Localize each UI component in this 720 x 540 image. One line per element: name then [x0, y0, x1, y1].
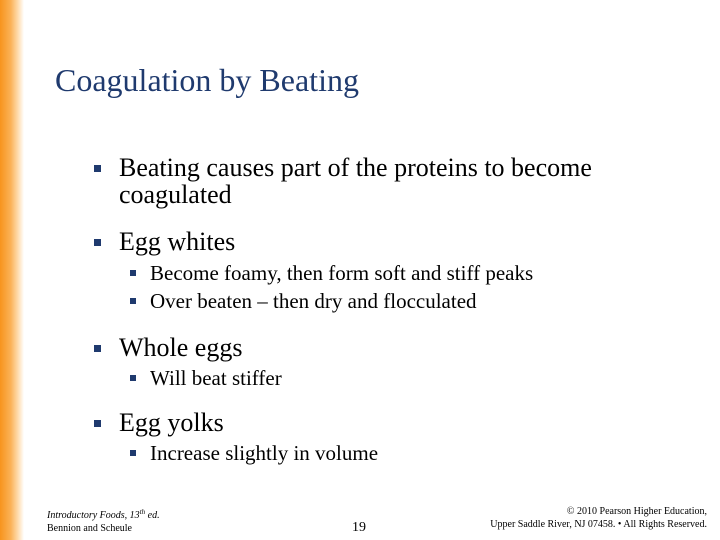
bullet-marker: [94, 239, 101, 246]
sub-bullet-marker: [130, 298, 136, 304]
page-number: 19: [352, 520, 366, 535]
bullet-text: Egg whites: [119, 227, 236, 256]
bullet-text-continuation: coagulated: [119, 180, 232, 209]
decorative-side-bar: [0, 0, 24, 540]
bullet-text: Whole eggs: [119, 333, 243, 362]
copyright-line-1: © 2010 Pearson Higher Education,: [566, 506, 707, 517]
book-edition-tail: ed.: [145, 510, 160, 521]
footer-copyright: [490, 505, 707, 531]
book-edition-sup: th: [139, 508, 146, 516]
sub-bullet-marker: [130, 270, 136, 276]
book-authors: Bennion and Scheule: [47, 523, 132, 534]
sub-bullet-text: Over beaten – then dry and flocculated: [150, 289, 477, 313]
bullet-text: Beating causes part of the proteins to become: [119, 153, 592, 182]
bullet-text: Egg yolks: [119, 408, 224, 437]
bullet-marker: [94, 420, 101, 427]
book-title: Introductory Foods, 13: [47, 510, 140, 521]
footer-book-info: [47, 506, 160, 535]
sub-bullet-text: Increase slightly in volume: [150, 441, 379, 465]
slide-title: Coagulation by Beating: [55, 62, 359, 98]
sub-bullet-text: Will beat stiffer: [150, 366, 282, 390]
bullet-marker: [94, 345, 101, 352]
copyright-line-2: Upper Saddle River, NJ 07458. • All Rights Reserved.: [490, 519, 707, 530]
sub-bullet-marker: [130, 450, 136, 456]
sub-bullet-marker: [130, 375, 136, 381]
sub-bullet-text: Become foamy, then form soft and stiff peaks: [150, 261, 534, 285]
bullet-marker: [94, 165, 101, 172]
